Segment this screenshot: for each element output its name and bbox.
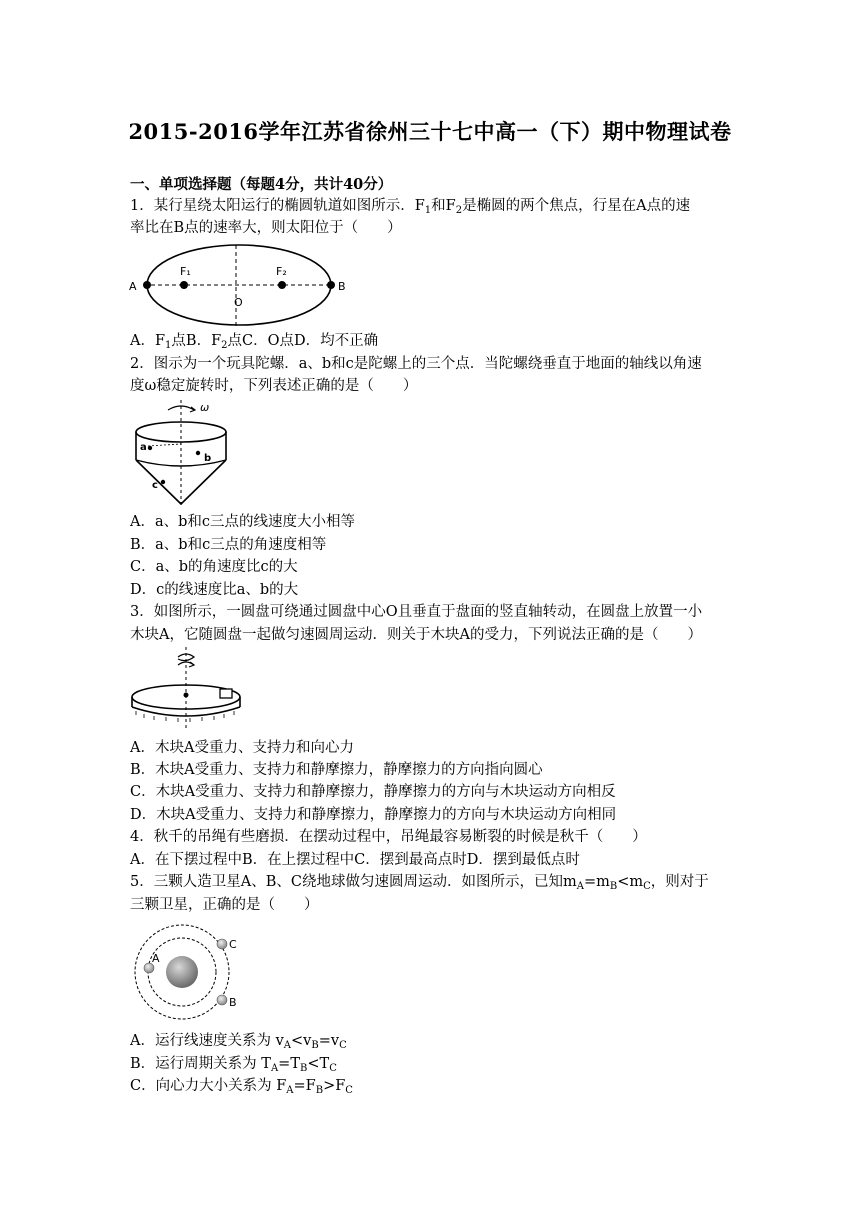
q2-label-a: a bbox=[140, 442, 147, 453]
q1-stem-line1: 1．某行星绕太阳运行的椭圆轨道如图所示．$F_1$和$F_2$是椭圆的两个焦点，行星在A点的速 bbox=[130, 198, 691, 216]
q4-options: A．在下摆过程中B．在上摆过程中C．摆到最高点时D．摆到最低点时 bbox=[130, 852, 580, 868]
q2-label-b: b bbox=[204, 453, 212, 464]
q2-option-b: B．a、b和c三点的角速度相等 bbox=[130, 537, 327, 553]
q3-stem-line2: 木块A，它随圆盘一起做匀速圆周运动．则关于木块A的受力，下列说法正确的是（ ） bbox=[130, 627, 702, 643]
q3-stem-line1: 3．如图所示，一圆盘可绕通过圆盘中心O且垂直于盘面的竖直轴转动，在圆盘上放置一小 bbox=[130, 604, 703, 620]
page-title: 2015-2016学年江苏省徐州三十七中高一（下）期中物理试卷 bbox=[128, 119, 732, 144]
q5-option-c: C．向心力大小关系为 $F_A=F_B>F_C$ bbox=[130, 1078, 353, 1096]
q5-option-b: B．运行周期关系为 $T_A=T_B<T_C$ bbox=[130, 1056, 337, 1074]
q3-option-c: C．木块A受重力、支持力和静摩擦力，静摩擦力的方向与木块运动方向相反 bbox=[130, 784, 616, 800]
q1-label-f2: F₂ bbox=[276, 265, 287, 278]
q5-label-c: C bbox=[229, 938, 237, 951]
q5-label-a: A bbox=[152, 952, 160, 965]
q2-stem-line2: 度ω稳定旋转时，下列表述正确的是（ ） bbox=[130, 378, 418, 394]
section-heading: 一、单项选择题（每题4分，共计40分） bbox=[130, 176, 393, 193]
q2-option-a: A．a、b和c三点的线速度大小相等 bbox=[130, 514, 356, 530]
q2-stem-line1: 2．图示为一个玩具陀螺．a、b和c是陀螺上的三个点．当陀螺绕垂直于地面的轴线以角速 bbox=[130, 356, 702, 372]
q1-options: A．$F_1$点B．$F_2$点C．O点D．均不正确 bbox=[130, 333, 379, 351]
q5-stem-line2: 三颗卫星，正确的是（ ） bbox=[130, 897, 319, 913]
q1-label-o: O bbox=[234, 296, 243, 309]
q5-option-a: A．运行线速度关系为 $v_A<v_B=v_C$ bbox=[130, 1033, 347, 1051]
q2-label-c: c bbox=[152, 480, 158, 491]
q4-stem: 4．秋千的吊绳有些磨损．在摆动过程中，吊绳最容易断裂的时候是秋千（ ） bbox=[130, 829, 647, 845]
q3-rotating-disk-figure bbox=[128, 645, 248, 735]
q1-label-f1: F₁ bbox=[180, 265, 191, 278]
q3-option-b: B．木块A受重力、支持力和静摩擦力，静摩擦力的方向指向圆心 bbox=[130, 762, 543, 778]
q1-stem-line2: 率比在B点的速率大，则太阳位于（ ） bbox=[130, 220, 402, 236]
q3-option-a: A．木块A受重力、支持力和向心力 bbox=[130, 740, 354, 756]
q5-satellite-orbits-figure bbox=[128, 920, 240, 1024]
q5-label-b: B bbox=[229, 996, 237, 1009]
q3-option-d: D．木块A受重力、支持力和静摩擦力，静摩擦力的方向与木块运动方向相同 bbox=[130, 807, 617, 823]
q1-label-a: A bbox=[129, 280, 137, 293]
q2-option-d: D．c的线速度比a、b的大 bbox=[130, 582, 299, 598]
q1-label-b: B bbox=[338, 280, 346, 293]
q5-stem-line1: 5．三颗人造卫星A、B、C绕地球做匀速圆周运动．如图所示，已知$m_A=m_B<m_C$，则对于 bbox=[130, 874, 709, 892]
q2-option-c: C．a、b的角速度比c的大 bbox=[130, 559, 298, 575]
q1-ellipse-orbit-figure bbox=[126, 240, 351, 335]
q2-spinning-top-figure bbox=[128, 398, 238, 510]
q2-label-omega: ω bbox=[200, 401, 210, 414]
